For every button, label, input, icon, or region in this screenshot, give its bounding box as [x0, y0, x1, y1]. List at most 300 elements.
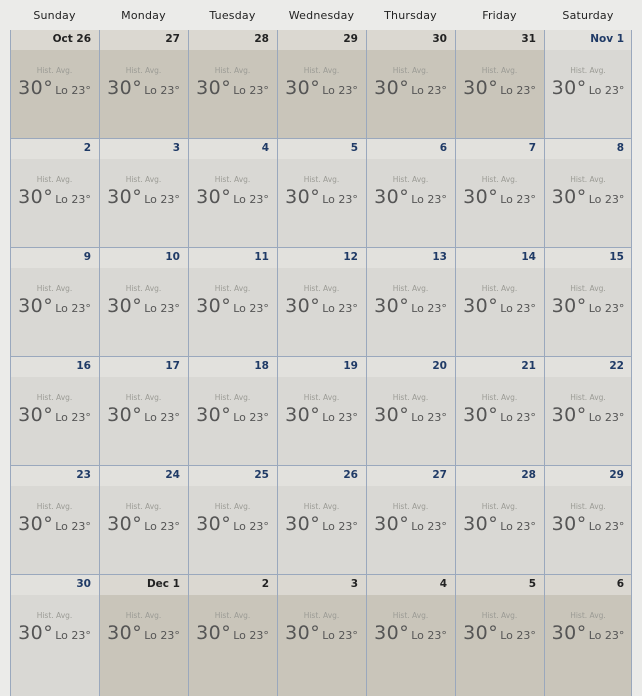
hist-avg-label: Hist. Avg.	[303, 611, 340, 620]
day-date[interactable]: 9	[83, 251, 91, 263]
low-temp: Lo 23°	[411, 520, 447, 533]
day-cell[interactable]	[455, 30, 544, 139]
high-temp: 30°	[285, 295, 321, 317]
hist-avg-label: Hist. Avg.	[214, 393, 251, 402]
day-date[interactable]: 4	[439, 578, 447, 590]
day-header	[277, 30, 366, 51]
temperature-row	[188, 404, 277, 426]
low-temp: Lo 23°	[144, 302, 180, 315]
hist-avg-label: Hist. Avg.	[214, 66, 251, 75]
day-header	[188, 466, 277, 487]
temperature-row	[277, 77, 366, 99]
grid-line-horizontal	[10, 138, 632, 139]
low-temp: Lo 23°	[500, 629, 536, 642]
hist-avg-label: Hist. Avg.	[36, 175, 73, 184]
forecast-area	[455, 159, 544, 248]
hist-avg-label: Hist. Avg.	[570, 502, 606, 511]
day-cell[interactable]	[544, 30, 632, 139]
temperature-row	[544, 186, 632, 208]
hist-avg-label: Hist. Avg.	[481, 175, 518, 184]
low-temp: Lo 23°	[144, 629, 180, 642]
forecast-area	[366, 159, 455, 248]
low-temp: Lo 23°	[588, 520, 625, 533]
high-temp: 30°	[374, 404, 410, 426]
temperature-row	[10, 622, 99, 644]
forecast-area	[544, 159, 632, 248]
high-temp: 30°	[374, 295, 410, 317]
day-date[interactable]: 16	[76, 360, 91, 372]
day-date[interactable]: Oct 26	[52, 33, 91, 45]
day-date[interactable]: 27	[165, 33, 180, 45]
forecast-area	[544, 595, 632, 696]
hist-avg-label: Hist. Avg.	[481, 66, 518, 75]
day-date[interactable]: 20	[432, 360, 447, 372]
high-temp: 30°	[463, 404, 499, 426]
grid-line-vertical	[544, 30, 545, 696]
low-temp: Lo 23°	[233, 84, 269, 97]
forecast-area	[10, 50, 99, 139]
low-temp: Lo 23°	[55, 84, 91, 97]
day-cell[interactable]	[277, 248, 366, 357]
high-temp: 30°	[285, 513, 321, 535]
temperature-row	[10, 186, 99, 208]
day-date[interactable]: 6	[616, 578, 624, 590]
day-header	[10, 30, 99, 51]
day-date[interactable]: 8	[616, 142, 624, 154]
hist-avg-label: Hist. Avg.	[214, 284, 251, 293]
low-temp: Lo 23°	[233, 411, 269, 424]
hist-avg-label: Hist. Avg.	[570, 611, 606, 620]
hist-avg-label: Hist. Avg.	[570, 175, 606, 184]
low-temp: Lo 23°	[588, 193, 625, 206]
weekday-header-thursday: Thursday	[384, 8, 437, 22]
day-header	[544, 357, 632, 378]
forecast-area	[277, 159, 366, 248]
hist-avg-label: Hist. Avg.	[36, 66, 73, 75]
day-header	[366, 357, 455, 378]
temperature-row	[544, 404, 632, 426]
day-cell[interactable]	[366, 575, 455, 696]
hist-avg-label: Hist. Avg.	[392, 175, 429, 184]
temperature-row	[99, 77, 188, 99]
day-date[interactable]: 7	[528, 142, 536, 154]
day-header	[455, 248, 544, 269]
forecast-area	[188, 268, 277, 357]
weekday-header-tuesday: Tuesday	[209, 8, 256, 22]
forecast-area	[366, 50, 455, 139]
day-header	[277, 575, 366, 596]
forecast-area	[455, 268, 544, 357]
low-temp: Lo 23°	[411, 629, 447, 642]
day-cell[interactable]	[99, 30, 188, 139]
day-cell[interactable]	[99, 139, 188, 248]
temperature-row	[10, 295, 99, 317]
hist-avg-label: Hist. Avg.	[303, 502, 340, 511]
grid-line-vertical	[188, 30, 189, 696]
day-cell[interactable]	[10, 139, 99, 248]
forecast-area	[10, 159, 99, 248]
hist-avg-label: Hist. Avg.	[303, 284, 340, 293]
day-date[interactable]: 25	[254, 469, 269, 481]
day-cell[interactable]	[366, 30, 455, 139]
day-cell[interactable]	[99, 248, 188, 357]
high-temp: 30°	[18, 622, 54, 644]
forecast-area	[366, 377, 455, 466]
high-temp: 30°	[463, 513, 499, 535]
day-header	[455, 139, 544, 160]
day-cell[interactable]	[366, 357, 455, 466]
day-date[interactable]: 5	[350, 142, 358, 154]
day-cell[interactable]	[544, 139, 632, 248]
forecast-area	[10, 595, 99, 696]
low-temp: Lo 23°	[588, 411, 625, 424]
day-cell[interactable]	[188, 466, 277, 575]
low-temp: Lo 23°	[411, 193, 447, 206]
day-header	[544, 466, 632, 487]
temperature-row	[366, 295, 455, 317]
day-cell[interactable]	[455, 466, 544, 575]
day-cell[interactable]	[455, 139, 544, 248]
day-cell[interactable]	[188, 248, 277, 357]
day-cell[interactable]	[10, 30, 99, 139]
day-cell[interactable]	[544, 357, 632, 466]
low-temp: Lo 23°	[500, 193, 536, 206]
low-temp: Lo 23°	[411, 411, 447, 424]
day-date[interactable]: 10	[165, 251, 180, 263]
day-header	[188, 575, 277, 596]
forecast-area	[455, 595, 544, 696]
day-date[interactable]: 13	[432, 251, 447, 263]
hist-avg-label: Hist. Avg.	[392, 393, 429, 402]
hist-avg-label: Hist. Avg.	[36, 284, 73, 293]
day-date[interactable]: 19	[343, 360, 358, 372]
temperature-row	[10, 513, 99, 535]
day-date[interactable]: 5	[528, 578, 536, 590]
temperature-row	[544, 622, 632, 644]
hist-avg-label: Hist. Avg.	[125, 502, 162, 511]
day-date[interactable]: 2	[83, 142, 91, 154]
hist-avg-label: Hist. Avg.	[125, 611, 162, 620]
forecast-area	[277, 595, 366, 696]
temperature-row	[10, 404, 99, 426]
day-date[interactable]: 12	[343, 251, 358, 263]
low-temp: Lo 23°	[144, 411, 180, 424]
forecast-area	[277, 486, 366, 575]
forecast-area	[10, 377, 99, 466]
high-temp: 30°	[18, 404, 54, 426]
high-temp: 30°	[285, 77, 321, 99]
day-date[interactable]: 15	[609, 251, 624, 263]
forecast-area	[188, 486, 277, 575]
hist-avg-label: Hist. Avg.	[214, 175, 251, 184]
hist-avg-label: Hist. Avg.	[303, 66, 340, 75]
day-date[interactable]: 31	[521, 33, 536, 45]
day-header	[10, 248, 99, 269]
day-date[interactable]: 6	[439, 142, 447, 154]
day-date[interactable]: 3	[172, 142, 180, 154]
temperature-row	[277, 513, 366, 535]
day-date[interactable]: 30	[76, 578, 91, 590]
low-temp: Lo 23°	[411, 84, 447, 97]
forecast-area	[99, 486, 188, 575]
temperature-row	[455, 77, 544, 99]
low-temp: Lo 23°	[233, 629, 269, 642]
day-header	[544, 248, 632, 269]
day-cell[interactable]	[188, 30, 277, 139]
forecast-area	[544, 268, 632, 357]
hist-avg-label: Hist. Avg.	[125, 393, 162, 402]
hist-avg-label: Hist. Avg.	[481, 284, 518, 293]
day-header	[544, 30, 632, 51]
day-header	[99, 248, 188, 269]
temperature-row	[188, 186, 277, 208]
forecast-area	[277, 50, 366, 139]
day-cell[interactable]	[10, 357, 99, 466]
temperature-row	[277, 404, 366, 426]
day-header	[10, 357, 99, 378]
hist-avg-label: Hist. Avg.	[125, 175, 162, 184]
temperature-row	[544, 295, 632, 317]
temperature-row	[99, 186, 188, 208]
day-cell[interactable]	[188, 139, 277, 248]
weekday-header-monday: Monday	[121, 8, 166, 22]
grid-line-horizontal	[10, 356, 632, 357]
forecast-area	[188, 50, 277, 139]
day-date[interactable]: 27	[432, 469, 447, 481]
hist-avg-label: Hist. Avg.	[481, 611, 518, 620]
day-date[interactable]: Dec 1	[146, 578, 180, 590]
low-temp: Lo 23°	[588, 629, 625, 642]
high-temp: 30°	[374, 622, 410, 644]
day-date[interactable]: 29	[609, 469, 624, 481]
day-header	[277, 248, 366, 269]
forecast-area	[188, 377, 277, 466]
low-temp: Lo 23°	[233, 193, 269, 206]
temperature-row	[455, 295, 544, 317]
day-date[interactable]: 24	[165, 469, 180, 481]
grid-line-vertical	[455, 30, 456, 696]
temperature-row	[277, 295, 366, 317]
weekday-header-friday: Friday	[482, 8, 517, 22]
day-cell[interactable]	[277, 30, 366, 139]
day-cell[interactable]	[366, 248, 455, 357]
weekday-header-sunday: Sunday	[33, 8, 76, 22]
day-date[interactable]: 30	[432, 33, 447, 45]
high-temp: 30°	[107, 295, 143, 317]
high-temp: 30°	[285, 622, 321, 644]
temperature-row	[277, 622, 366, 644]
forecast-area	[99, 159, 188, 248]
weekday-header-saturday: Saturday	[562, 8, 614, 22]
day-cell[interactable]	[544, 466, 632, 575]
day-cell[interactable]	[10, 575, 99, 696]
forecast-area	[544, 486, 632, 575]
day-cell[interactable]	[544, 575, 632, 696]
high-temp: 30°	[551, 404, 587, 426]
hist-avg-label: Hist. Avg.	[303, 393, 340, 402]
day-date[interactable]: 2	[261, 578, 269, 590]
temperature-row	[366, 77, 455, 99]
grid-line-horizontal	[10, 247, 632, 248]
day-cell[interactable]	[544, 248, 632, 357]
hist-avg-label: Hist. Avg.	[214, 611, 251, 620]
day-header	[455, 575, 544, 596]
high-temp: 30°	[551, 186, 587, 208]
high-temp: 30°	[196, 622, 232, 644]
high-temp: 30°	[107, 404, 143, 426]
day-cell[interactable]	[455, 357, 544, 466]
low-temp: Lo 23°	[500, 84, 536, 97]
high-temp: 30°	[196, 77, 232, 99]
high-temp: 30°	[463, 295, 499, 317]
day-cell[interactable]	[10, 248, 99, 357]
day-cell[interactable]	[455, 575, 544, 696]
temperature-row	[99, 295, 188, 317]
low-temp: Lo 23°	[411, 302, 447, 315]
low-temp: Lo 23°	[500, 520, 536, 533]
forecast-area	[99, 50, 188, 139]
low-temp: Lo 23°	[322, 302, 358, 315]
day-date[interactable]: 21	[521, 360, 536, 372]
day-header	[99, 30, 188, 51]
day-cell[interactable]	[277, 357, 366, 466]
forecast-area	[99, 377, 188, 466]
forecast-area	[188, 595, 277, 696]
day-date[interactable]: 17	[165, 360, 180, 372]
day-header	[99, 466, 188, 487]
low-temp: Lo 23°	[588, 84, 625, 97]
low-temp: Lo 23°	[144, 520, 180, 533]
day-header	[188, 139, 277, 160]
low-temp: Lo 23°	[322, 629, 358, 642]
high-temp: 30°	[551, 295, 587, 317]
hist-avg-label: Hist. Avg.	[392, 284, 429, 293]
grid-line-vertical	[99, 30, 100, 696]
forecast-area	[455, 377, 544, 466]
temperature-row	[99, 404, 188, 426]
low-temp: Lo 23°	[55, 629, 91, 642]
day-date[interactable]: 18	[254, 360, 269, 372]
high-temp: 30°	[196, 513, 232, 535]
day-cell[interactable]	[366, 139, 455, 248]
temperature-row	[188, 295, 277, 317]
low-temp: Lo 23°	[322, 193, 358, 206]
high-temp: 30°	[107, 622, 143, 644]
temperature-row	[455, 404, 544, 426]
forecast-area	[10, 486, 99, 575]
day-date[interactable]: Nov 1	[590, 33, 624, 45]
forecast-area	[10, 268, 99, 357]
day-date[interactable]: 3	[350, 578, 358, 590]
forecast-area	[99, 595, 188, 696]
day-header	[455, 357, 544, 378]
day-date[interactable]: 26	[343, 469, 358, 481]
day-header	[188, 248, 277, 269]
temperature-row	[366, 186, 455, 208]
day-cell[interactable]	[188, 575, 277, 696]
day-cell[interactable]	[455, 248, 544, 357]
forecast-area	[455, 486, 544, 575]
low-temp: Lo 23°	[322, 520, 358, 533]
temperature-row	[188, 622, 277, 644]
high-temp: 30°	[463, 622, 499, 644]
temperature-row	[366, 622, 455, 644]
day-cell[interactable]	[99, 575, 188, 696]
grid-line-horizontal	[10, 465, 632, 466]
low-temp: Lo 23°	[233, 302, 269, 315]
grid-line-vertical	[10, 30, 11, 696]
low-temp: Lo 23°	[500, 302, 536, 315]
day-header	[99, 575, 188, 596]
low-temp: Lo 23°	[144, 84, 180, 97]
high-temp: 30°	[551, 513, 587, 535]
day-header	[10, 575, 99, 596]
day-header	[544, 139, 632, 160]
temperature-row	[188, 77, 277, 99]
day-cell[interactable]	[277, 575, 366, 696]
day-header	[366, 30, 455, 51]
hist-avg-label: Hist. Avg.	[570, 66, 606, 75]
hist-avg-label: Hist. Avg.	[36, 502, 73, 511]
day-date[interactable]: 23	[76, 469, 91, 481]
forecast-area	[366, 268, 455, 357]
high-temp: 30°	[196, 186, 232, 208]
high-temp: 30°	[551, 622, 587, 644]
day-date[interactable]: 11	[254, 251, 269, 263]
forecast-area	[544, 50, 632, 139]
high-temp: 30°	[107, 513, 143, 535]
day-cell[interactable]	[188, 357, 277, 466]
temperature-row	[455, 513, 544, 535]
low-temp: Lo 23°	[144, 193, 180, 206]
day-header	[277, 466, 366, 487]
day-header	[544, 575, 632, 596]
high-temp: 30°	[551, 77, 587, 99]
day-date[interactable]: 14	[521, 251, 536, 263]
forecast-area	[277, 268, 366, 357]
day-header	[277, 139, 366, 160]
day-cell[interactable]	[366, 466, 455, 575]
high-temp: 30°	[463, 77, 499, 99]
temperature-row	[544, 513, 632, 535]
day-header	[188, 357, 277, 378]
day-cell[interactable]	[99, 357, 188, 466]
day-cell[interactable]	[277, 466, 366, 575]
high-temp: 30°	[18, 513, 54, 535]
day-header	[455, 466, 544, 487]
day-date[interactable]: 28	[521, 469, 536, 481]
day-header	[99, 139, 188, 160]
grid-line-vertical	[277, 30, 278, 696]
temperature-row	[10, 77, 99, 99]
weekday-header-wednesday: Wednesday	[288, 8, 355, 22]
day-header	[366, 466, 455, 487]
hist-avg-label: Hist. Avg.	[481, 502, 518, 511]
day-cell[interactable]	[99, 466, 188, 575]
high-temp: 30°	[107, 77, 143, 99]
hist-avg-label: Hist. Avg.	[125, 66, 162, 75]
day-cell[interactable]	[277, 139, 366, 248]
low-temp: Lo 23°	[322, 84, 358, 97]
day-date[interactable]: 28	[254, 33, 269, 45]
low-temp: Lo 23°	[55, 193, 91, 206]
day-date[interactable]: 22	[609, 360, 624, 372]
day-header	[99, 357, 188, 378]
day-date[interactable]: 29	[343, 33, 358, 45]
high-temp: 30°	[285, 186, 321, 208]
day-date[interactable]: 4	[261, 142, 269, 154]
day-cell[interactable]	[10, 466, 99, 575]
